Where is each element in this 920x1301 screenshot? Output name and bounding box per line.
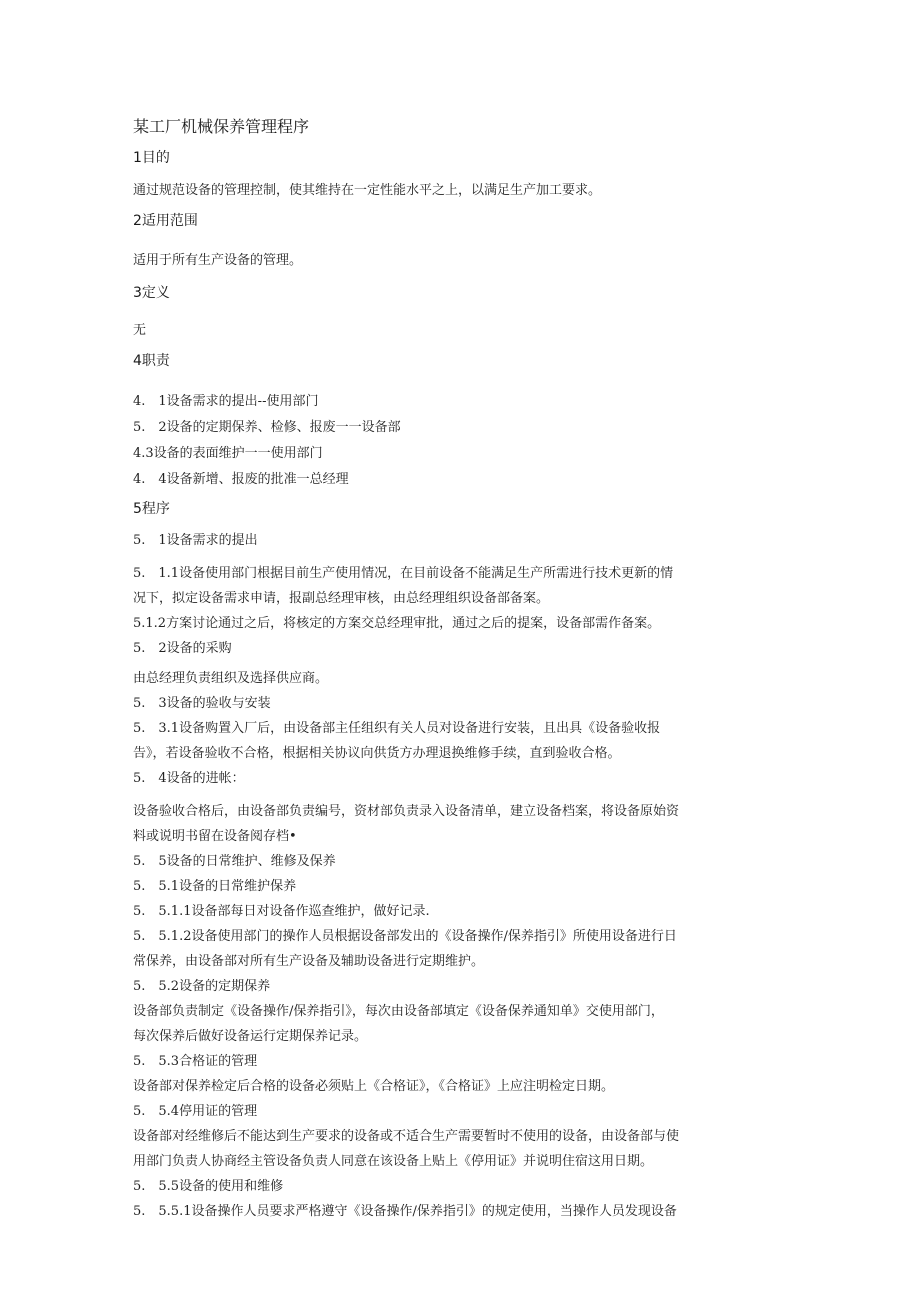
procedure-line: 5. 5.5设备的使用和维修 — [133, 1179, 284, 1194]
procedure-line: 5. 5.5.1设备操作人员要求严格遵守《设备操作/保养指引》的规定使用，当操作人员发现设备 — [133, 1204, 677, 1219]
procedure-line: 用部门负责人协商经主管设备负责人同意在该设备上贴上《停用证》并说明住宿这用日期。 — [133, 1154, 654, 1169]
procedure-line: 5.1.2方案讨论通过之后，将核定的方案交总经理审批，通过之后的提案，设备部需作备案。 — [133, 616, 661, 631]
procedure-line: 5. 1设备需求的提出 — [133, 533, 258, 548]
procedure-line: 5. 3设备的验收与安装 — [133, 696, 271, 711]
procedure-line: 5. 1.1设备使用部门根据目前生产使用情况，在目前设备不能满足生产所需进行技术更新的情 — [133, 566, 674, 581]
procedure-line: 5. 5设备的日常维护、维修及保养 — [133, 854, 336, 869]
section-heading-purpose: 1目的 — [133, 150, 170, 166]
procedure-line: 5. 5.2设备的定期保养 — [133, 979, 271, 994]
document-title: 某工厂机械保养管理程序 — [133, 117, 310, 136]
procedure-line: 5. 2设备的采购 — [133, 641, 232, 656]
section-text-purpose: 通过规范设备的管理控制，使其维持在一定性能水平之上，以满足生产加工要求。 — [133, 183, 602, 198]
section-heading-procedure: 5程序 — [133, 501, 170, 517]
section-text-definition: 无 — [133, 323, 147, 338]
procedure-line: 设备验收合格后，由设备部负责编号，资材部负责录入设备清单，建立设备档案，将设备原始资 — [133, 804, 680, 819]
duty-item: 4. 1设备需求的提出--使用部门 — [133, 394, 319, 409]
section-heading-scope: 2适用范围 — [133, 213, 198, 229]
procedure-line: 料或说明书留在设备阅存档• — [133, 829, 297, 844]
procedure-line: 告》，若设备验收不合格，根据相关协议向供货方办理退换维修手续，直到验收合格。 — [133, 746, 621, 761]
section-heading-duties: 4职责 — [133, 353, 170, 369]
duty-item: 5. 2设备的定期保养、检修、报废一一设备部 — [133, 420, 401, 435]
duty-item: 4.3设备的表面维护一一使用部门 — [133, 446, 323, 461]
document-page — [133, 116, 793, 1224]
procedure-line: 5. 5.1.1设备部每日对设备作巡查维护，做好记录. — [133, 904, 430, 919]
procedure-line: 每次保养后做好设备运行定期保养记录。 — [133, 1029, 368, 1044]
procedure-line: 由总经理负责组织及选择供应商。 — [133, 671, 329, 686]
procedure-line: 5. 5.3合格证的管理 — [133, 1054, 258, 1069]
procedure-line: 5. 3.1设备购置入厂后，由设备部主任组织有关人员对设备进行安装，且出具《设备验收报 — [133, 721, 661, 736]
procedure-line: 5. 5.1设备的日常维护保养 — [133, 879, 297, 894]
procedure-line: 况下，拟定设备需求申请，报副总经理审核，由总经理组织设备部备案。 — [133, 591, 550, 606]
section-text-scope: 适用于所有生产设备的管理。 — [133, 253, 303, 268]
procedure-line: 设备部负责制定《设备操作/保养指引》，每次由设备部填定《设备保养通知单》交使用部门， — [133, 1004, 664, 1019]
procedure-line: 常保养，由设备部对所有生产设备及辅助设备进行定期维护。 — [133, 954, 485, 969]
procedure-line: 5. 5.4停用证的管理 — [133, 1104, 258, 1119]
procedure-line: 5. 5.1.2设备使用部门的操作人员根据设备部发出的《设备操作/保养指引》所使用设备进行日 — [133, 929, 677, 944]
duty-item: 4. 4设备新增、报废的批准一总经理 — [133, 472, 349, 487]
procedure-line: 设备部对经维修后不能达到生产要求的设备或不适合生产需要暂时不使用的设备，由设备部与使 — [133, 1129, 680, 1144]
procedure-line: 设备部对保养检定后合格的设备必须贴上《合格证》，《合格证》上应注明检定日期。 — [133, 1079, 615, 1094]
section-heading-definition: 3定义 — [133, 285, 170, 301]
procedure-line: 5. 4设备的进帐： — [133, 771, 245, 786]
